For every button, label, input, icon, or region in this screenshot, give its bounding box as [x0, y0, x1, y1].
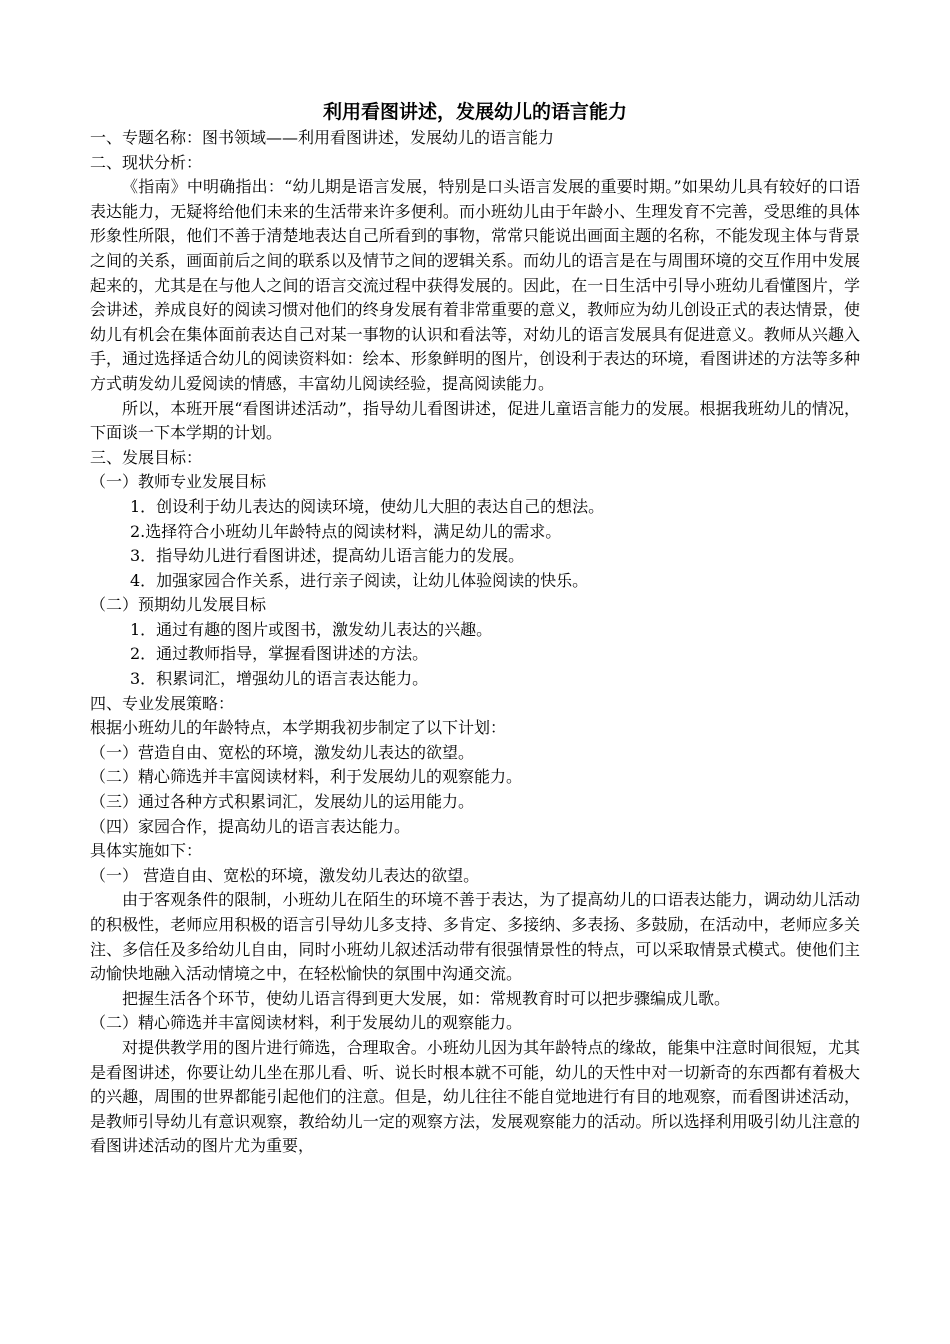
implementation-1-paragraph-1: 由于客观条件的限制，小班幼儿在陌生的环境不善于表达，为了提高幼儿的口语表达能力，调动幼儿活动的积极性，老师应用积极的语言引导幼儿多支持、多肯定、多接纳、多表扬、多鼓励，在活动中，老师应多关注、多信任及多给幼儿自由，同时小班幼儿叙述活动带有很强情景性的特点，可以采取情景式模式。使他们主动愉快地融入活动情境之中，在轻松愉快的氛围中沟通交流。	[90, 890, 860, 984]
list-item: 2．通过教师指导，掌握看图讲述的方法。	[130, 644, 429, 664]
list-item: 2.选择符合小班幼儿年龄特点的阅读材料，满足幼儿的需求。	[130, 521, 562, 541]
section-2-heading: 二、现状分析：	[90, 152, 203, 172]
section-4-heading: 四、专业发展策略：	[90, 693, 235, 713]
section-2-paragraph-1: 《指南》中明确指出：“幼儿期是语言发展，特别是口头语言发展的重要时期。”如果幼儿具有较好的口语表达能力，无疑将给他们未来的生活带来许多便利。而小班幼儿由于年龄小、生理发育不完善，受思维的具体形象性所限，他们不善于清楚地表达自己所看到的事物，常常只能说出画面主题的名称，不能发现主体与背景之间的关系，画面前后之间的联系以及情节之间的逻辑关系。而幼儿的语言是在与周围环境的交互作用中发展起来的，尤其是在与他人之间的语言交流过程中获得发展的。因此，在一日生活中引导小班幼儿看懂图片，学会讲述，养成良好的阅读习惯对他们的终身发展有着非常重要的意义，教师应为幼儿创设正式的表达情景，使幼儿有机会在集体面前表达自己对某一事物的认识和看法等，对幼儿的语言发展具有促进意义。教师从兴趣入手，通过选择适合幼儿的阅读资料如：绘本、形象鲜明的图片，创设利于表达的环境，看图讲述的方法等多种方式萌发幼儿爱阅读的情感，丰富幼儿阅读经验，提高阅读能力。	[90, 177, 860, 393]
section-3-subheading-2: （二）预期幼儿发展目标	[90, 595, 267, 615]
list-item: 3．积累词汇，增强幼儿的语言表达能力。	[130, 669, 429, 689]
list-item: （二）精心筛选并丰富阅读材料，利于发展幼儿的观察能力。	[90, 767, 523, 787]
list-item: 4．加强家园合作关系，进行亲子阅读，让幼儿体验阅读的快乐。	[130, 570, 589, 590]
list-item: （三）通过各种方式积累词汇，发展幼儿的运用能力。	[90, 792, 475, 812]
implementation-subheading-2: （二）精心筛选并丰富阅读材料，利于发展幼儿的观察能力。	[90, 1013, 523, 1033]
document-title: 利用看图讲述，发展幼儿的语言能力	[322, 101, 627, 123]
list-item: 1．通过有趣的图片或图书，激发幼儿表达的兴趣。	[130, 619, 493, 639]
section-4-intro: 根据小班幼儿的年龄特点，本学期我初步制定了以下计划：	[90, 718, 507, 738]
section-2-paragraph-2: 所以，本班开展“看图讲述活动”，指导幼儿看图讲述，促进儿童语言能力的发展。根据我班幼儿的情况，下面谈一下本学期的计划。	[90, 398, 860, 443]
list-item: （一）营造自由、宽松的环境，激发幼儿表达的欲望。	[90, 742, 475, 762]
implementation-2-paragraph-1: 对提供教学用的图片进行筛选，合理取舍。小班幼儿因为其年龄特点的缘故，能集中注意时间很短，尤其是看图讲述，你要让幼儿坐在那儿看、听、说长时根本就不可能，幼儿的天性中对一切新奇的东西都有着极大的兴趣，周围的世界都能引起他们的注意。但是，幼儿往往不能自觉地进行有目的地观察，而看图讲述活动，是教师引导幼儿有意识观察，教给幼儿一定的观察方法，发展观察能力的活动。所以选择利用吸引幼儿注意的看图讲述活动的图片尤为重要，	[90, 1037, 860, 1156]
list-item: （四）家园合作，提高幼儿的语言表达能力。	[90, 816, 411, 836]
section-3-subheading-1: （一）教师专业发展目标	[90, 472, 267, 492]
list-item: 3．指导幼儿进行看图讲述，提高幼儿语言能力的发展。	[130, 546, 525, 566]
list-item: 1．创设利于幼儿表达的阅读环境，使幼儿大胆的表达自己的想法。	[130, 496, 605, 516]
implementation-1-paragraph-2: 把握生活各个环节，使幼儿语言得到更大发展，如：常规教育时可以把步骤编成儿歌。	[122, 988, 731, 1008]
implementation-subheading-1: （一） 营造自由、宽松的环境，激发幼儿表达的欲望。	[90, 865, 480, 885]
implementation-heading: 具体实施如下：	[90, 841, 203, 861]
section-3-heading: 三、发展目标：	[90, 447, 203, 467]
section-1-heading: 一、专题名称：图书领域——利用看图讲述，发展幼儿的语言能力	[90, 128, 555, 147]
